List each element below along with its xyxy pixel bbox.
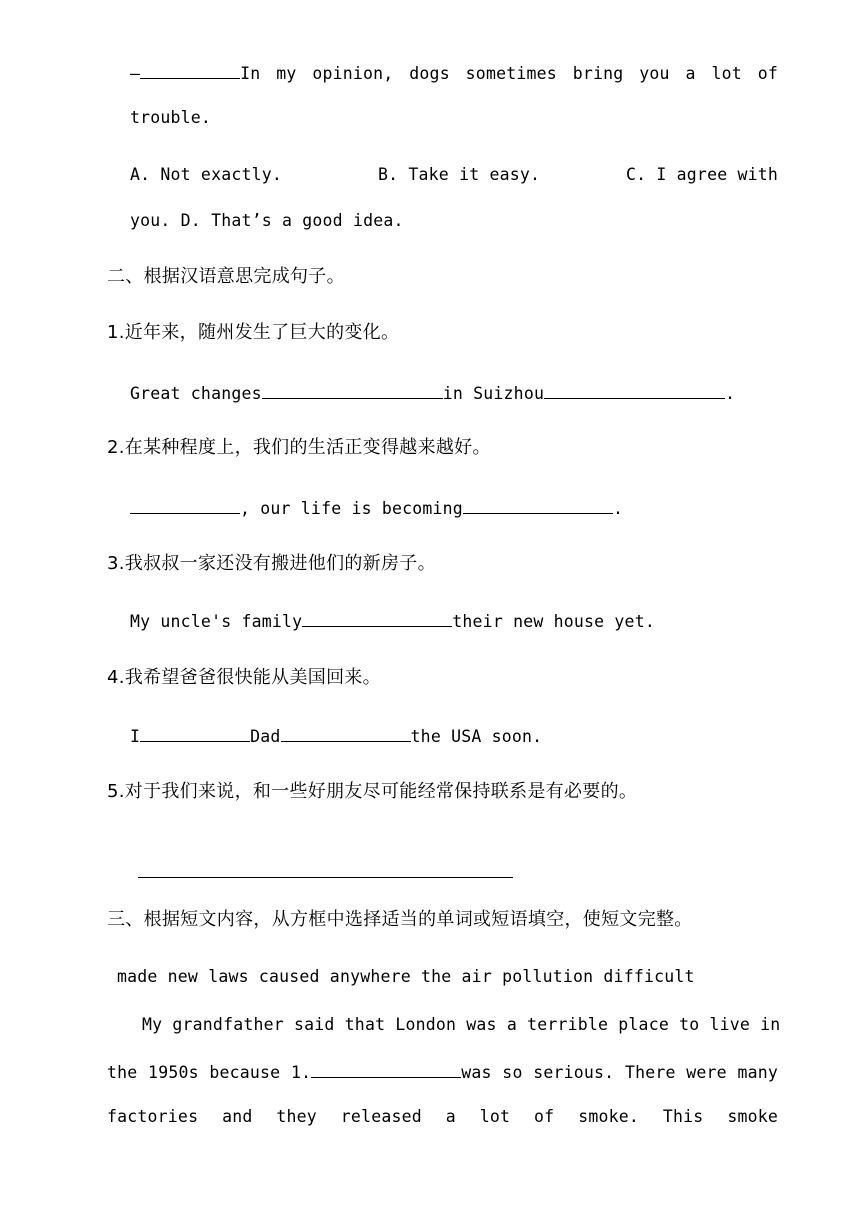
passage-word: of (534, 1107, 555, 1126)
s2-item3-text-a: My uncle's family (130, 612, 303, 631)
s2-item3-cn: 3.我叔叔一家还没有搬进他们的新房子。 (107, 553, 436, 574)
word-bank: made new laws caused anywhere the air pollution difficult (117, 967, 695, 986)
q-prev-line1 (130, 60, 778, 86)
s2-item1-cn: 1.近年来，随州发生了巨大的变化。 (107, 322, 400, 343)
s2-item4-text-b: Dad (250, 727, 281, 746)
option-a: A. Not exactly. (130, 165, 283, 184)
section3-heading: 三、根据短文内容，从方框中选择适当的单词或短语填空，使短文完整。 (107, 909, 693, 930)
s2-item1-blank-2[interactable] (544, 380, 725, 399)
q-prev-answer-blank[interactable] (140, 60, 240, 79)
passage-word: This (662, 1107, 704, 1126)
passage-word: a (445, 1107, 456, 1126)
section2-heading: 二、根据汉语意思完成句子。 (107, 266, 345, 287)
s2-item2-en (130, 495, 623, 521)
s2-item1-text-a: Great changes (130, 384, 262, 403)
passage-line1: My grandfather said that London was a terrible place to live in (142, 1015, 781, 1034)
passage-word: factories (107, 1107, 199, 1126)
passage-line2-text-a: the 1950s because 1. (107, 1063, 312, 1082)
passage-word: and (222, 1107, 253, 1126)
passage-blank-1[interactable] (311, 1059, 461, 1078)
s2-item4-text-c: the USA soon. (410, 727, 543, 746)
q-prev-dash: — (130, 64, 141, 83)
passage-word: released (340, 1107, 422, 1126)
passage-line2-text-b: was so serious. There were many (461, 1063, 778, 1082)
q-prev-line1-text: In my opinion, dogs sometimes bring you a lot of (240, 64, 778, 83)
s2-item3-blank-1[interactable] (302, 608, 452, 627)
s2-item2-blank-1[interactable] (130, 495, 240, 514)
s2-item2-cn: 2.在某种程度上，我们的生活正变得越来越好。 (107, 437, 491, 458)
s2-item4-text-a: I (130, 727, 141, 746)
passage-word: lot (479, 1107, 511, 1126)
passage-line2 (107, 1059, 778, 1085)
passage-word: smoke. (578, 1107, 640, 1126)
s2-item1-en (130, 380, 735, 406)
s2-item1-text-c: . (725, 384, 736, 403)
s2-item1-text-b: in Suizhou (442, 384, 545, 403)
s2-item5-cn: 5.对于我们来说，和一些好朋友尽可能经常保持联系是有必要的。 (107, 781, 638, 802)
s2-item2-blank-2[interactable] (463, 495, 613, 514)
s2-item1-blank-1[interactable] (262, 380, 443, 399)
s2-item2-text-a: , our life is becoming (240, 499, 463, 518)
s2-item4-blank-1[interactable] (140, 723, 250, 742)
passage-word: smoke (727, 1107, 778, 1126)
s2-item2-text-b: . (612, 499, 624, 518)
passage-line3 (107, 1105, 778, 1129)
s2-item4-blank-2[interactable] (281, 723, 411, 742)
s2-item5-answer-line[interactable] (138, 877, 513, 878)
q-prev-line2: trouble. (130, 108, 212, 127)
s2-item4-cn: 4.我希望爸爸很快能从美国回来。 (107, 667, 381, 688)
s2-item3-en (130, 608, 655, 634)
option-b: B. Take it easy. (378, 165, 541, 184)
s2-item4-en (130, 723, 542, 749)
option-d-line: you. D. That’s a good idea. (130, 211, 404, 230)
s2-item3-text-b: their new house yet. (452, 612, 655, 631)
option-c: C. I agree with (626, 165, 779, 184)
passage-word: they (276, 1107, 317, 1126)
